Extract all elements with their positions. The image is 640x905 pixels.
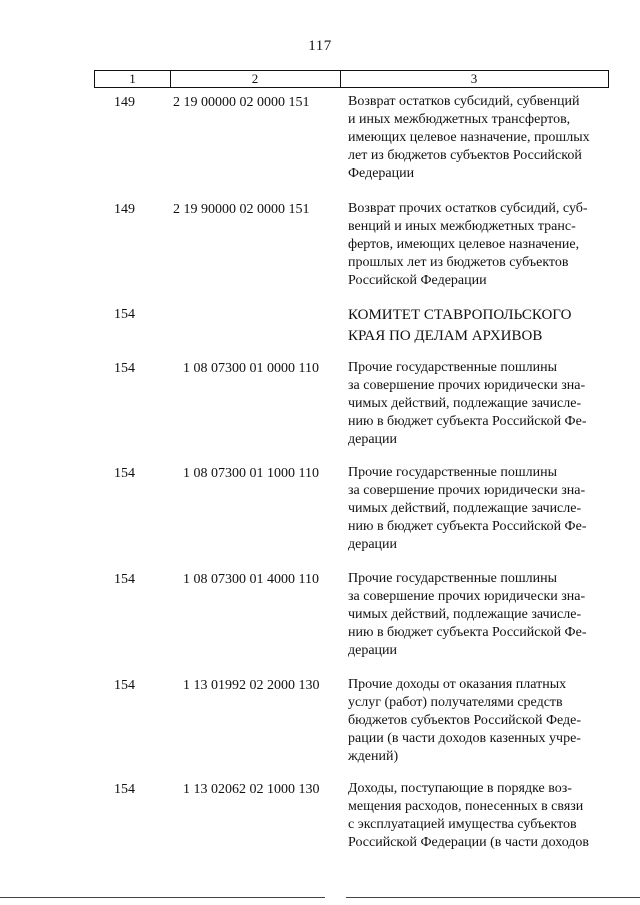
description-line: Российской Федерации (в части доходов: [348, 835, 590, 850]
budget-code: 1 13 02062 02 1000 130: [183, 782, 320, 797]
description: [348, 200, 618, 290]
bottom-rule-left: [0, 897, 325, 898]
admin-code: 149: [114, 95, 135, 110]
budget-code: 1 13 01992 02 2000 130: [183, 678, 320, 693]
description-line: с эксплуатацией имущества субъектов: [348, 817, 577, 832]
description-line: дерации: [348, 643, 398, 658]
admin-code: 154: [114, 572, 135, 587]
admin-code: 149: [114, 202, 135, 217]
description-line: венций и иных межбюджетных транс-: [348, 219, 576, 234]
description-line: лет из бюджетов субъектов Российской: [348, 148, 582, 163]
description-line: фертов, имеющих целевое назначение,: [348, 237, 580, 252]
bottom-rule-right: [346, 897, 640, 898]
budget-code: 1 08 07300 01 4000 110: [183, 572, 319, 587]
budget-code: 1 08 07300 01 1000 110: [183, 466, 319, 481]
description-line: за совершение прочих юридически зна-: [348, 483, 586, 498]
admin-code: 154: [114, 678, 135, 693]
table-header: [94, 70, 609, 88]
header-col-1: 1: [95, 71, 171, 87]
description-line: Федерации: [348, 166, 415, 181]
budget-code: 2 19 90000 02 0000 151: [173, 202, 310, 217]
description-line: мещения расходов, понесенных в связи: [348, 799, 584, 814]
description: [348, 676, 618, 766]
description: [348, 464, 618, 554]
description-line: Возврат остатков субсидий, субвенций: [348, 94, 580, 109]
description-line: нию в бюджет субъекта Российской Фе-: [348, 414, 587, 429]
description-line: и иных межбюджетных трансфертов,: [348, 112, 571, 127]
admin-code: 154: [114, 307, 135, 322]
description: [348, 359, 618, 449]
description: [348, 93, 618, 183]
description-line: Прочие доходы от оказания платных: [348, 677, 567, 692]
description-line: ждений): [348, 749, 399, 764]
admin-code: 154: [114, 361, 135, 376]
description-line: нию в бюджет субъекта Российской Фе-: [348, 625, 587, 640]
description-line: Прочие государственные пошлины: [348, 360, 558, 375]
description: [348, 780, 618, 852]
description-line: Возврат прочих остатков субсидий, суб-: [348, 201, 588, 216]
description-line: Прочие государственные пошлины: [348, 571, 558, 586]
heading-line: КОМИТЕТ СТАВРОПОЛЬСКОГО: [348, 307, 572, 323]
budget-code: 2 19 00000 02 0000 151: [173, 95, 310, 110]
admin-code: 154: [114, 466, 135, 481]
description: [348, 570, 618, 660]
description-line: рации (в части доходов казенных учре-: [348, 731, 581, 746]
description-line: дерации: [348, 432, 398, 447]
description-line: чимых действий, подлежащие зачисле-: [348, 396, 582, 411]
description-line: прошлых лет из бюджетов субъектов: [348, 255, 569, 270]
heading-line: КРАЯ ПО ДЕЛАМ АРХИВОВ: [348, 328, 543, 344]
description-line: Российской Федерации: [348, 273, 487, 288]
section-heading: [348, 305, 618, 347]
description-line: чимых действий, подлежащие зачисле-: [348, 607, 582, 622]
header-col-3: 3: [470, 71, 478, 86]
description-line: за совершение прочих юридически зна-: [348, 589, 586, 604]
description-line: Доходы, поступающие в порядке воз-: [348, 781, 572, 796]
header-col-2: 2: [170, 71, 341, 87]
description-line: бюджетов субъектов Российской Феде-: [348, 713, 582, 728]
description-line: имеющих целевое назначение, прошлых: [348, 130, 590, 145]
admin-code: 154: [114, 782, 135, 797]
budget-code: 1 08 07300 01 0000 110: [183, 361, 319, 376]
description-line: чимых действий, подлежащие зачисле-: [348, 501, 582, 516]
description-line: Прочие государственные пошлины: [348, 465, 558, 480]
description-line: дерации: [348, 537, 398, 552]
description-line: за совершение прочих юридически зна-: [348, 378, 586, 393]
description-line: услуг (работ) получателями средств: [348, 695, 563, 710]
description-line: нию в бюджет субъекта Российской Фе-: [348, 519, 587, 534]
page-number: 117: [308, 38, 332, 54]
